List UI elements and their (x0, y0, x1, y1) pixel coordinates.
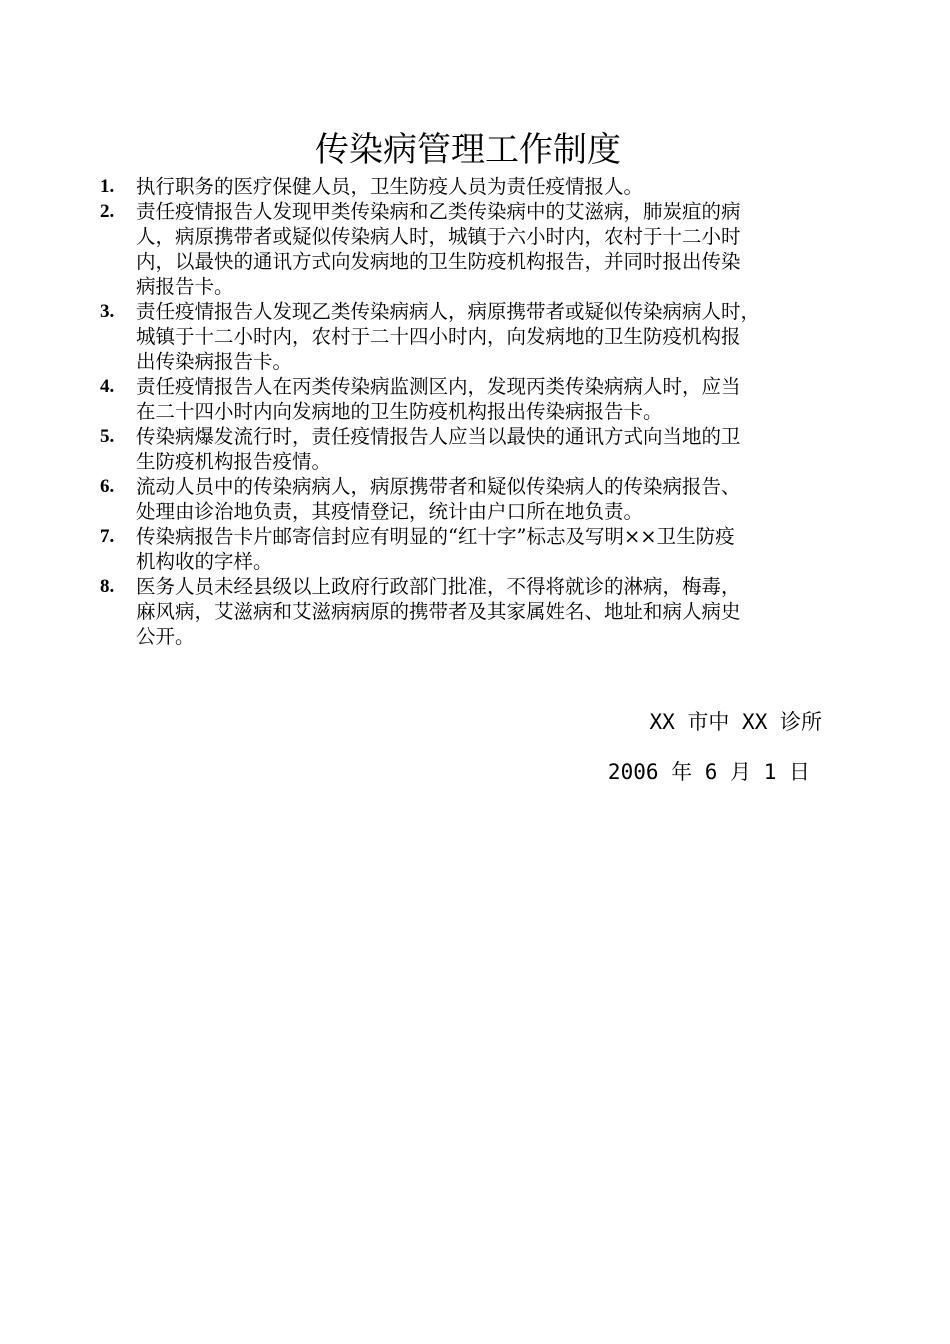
rule-text: 责任疫情报告人发现乙类传染病病人，病原携带者或疑似传染病病人时， 城镇于十二小时内，农村于二十四小时内，向发病地的卫生防疫机构报 出传染病报告卡。 (136, 300, 761, 373)
rule-item (96, 424, 866, 474)
rule-item (96, 299, 866, 374)
rule-item (96, 474, 866, 524)
document-title: 传染病管理工作制度 (315, 130, 621, 170)
rule-item (96, 174, 866, 199)
signature-organization: XX 市中 XX 诊所 (649, 710, 822, 734)
rule-text: 传染病爆发流行时，责任疫情报告人应当以最快的通讯方式向当地的卫 生防疫机构报告疫情。 (136, 425, 741, 473)
rule-item (96, 374, 866, 424)
rule-text: 医务人员未经县级以上政府行政部门批准，不得将就诊的淋病，梅毒， 麻风病，艾滋病和艾滋病病原的携带者及其家属姓名、地址和病人病史 公开。 (136, 575, 741, 648)
rule-text: 执行职务的医疗保健人员，卫生防疫人员为责任疫情报人。 (136, 175, 644, 198)
rule-item (96, 524, 866, 574)
rule-item (96, 199, 866, 299)
rule-item (96, 574, 866, 649)
rule-number: 2. (100, 201, 115, 222)
rule-number: 6. (100, 476, 115, 497)
rule-number: 7. (100, 526, 115, 547)
rule-text: 传染病报告卡片邮寄信封应有明显的“红十字”标志及写明××卫生防疫 机构收的字样。 (136, 525, 735, 573)
rule-text: 流动人员中的传染病病人，病原携带者和疑似传染病人的传染病报告、 处理由诊治地负责，其疫情登记，统计由户口所在地负责。 (136, 475, 741, 523)
rule-text: 责任疫情报告人在丙类传染病监测区内，发现丙类传染病病人时，应当 在二十四小时内向发病地的卫生防疫机构报出传染病报告卡。 (136, 375, 741, 423)
signature-date: 2006 年 6 月 1 日 (607, 760, 810, 784)
rule-number: 1. (100, 176, 115, 197)
rule-number: 8. (100, 576, 115, 597)
rule-number: 4. (100, 376, 115, 397)
rule-text: 责任疫情报告人发现甲类传染病和乙类传染病中的艾滋病，肺炭疽的病 人，病原携带者或疑似传染病人时，城镇于六小时内，农村于十二小时 内，以最快的通讯方式向发病地的卫生防疫机构报告，并同时报出传染 病报告卡。 (136, 200, 741, 298)
rules-list (96, 174, 866, 649)
rule-number: 5. (100, 426, 115, 447)
rule-number: 3. (100, 301, 115, 322)
